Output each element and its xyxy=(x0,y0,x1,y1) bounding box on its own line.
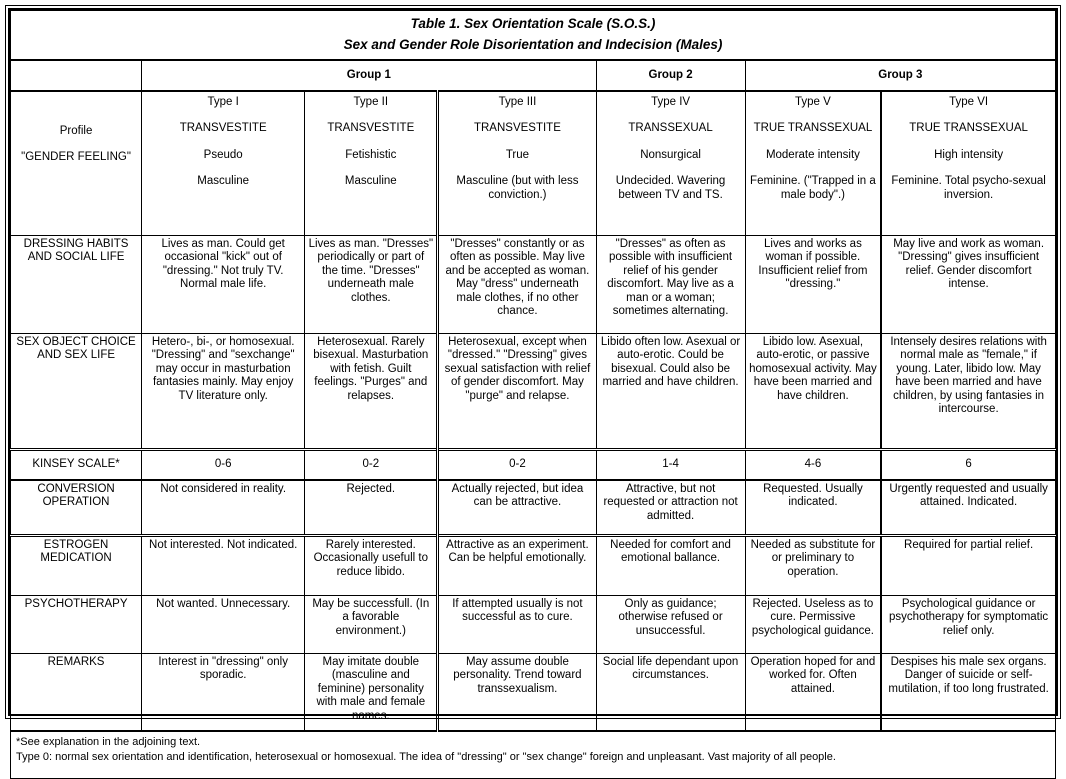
type-label: Type II xyxy=(353,96,389,108)
group-2-header: Group 2 xyxy=(596,60,745,91)
cell-estrogen-type3: Attractive as an experiment. Can be helpful emotionally. xyxy=(438,536,596,596)
table-title xyxy=(11,11,1056,61)
row-label-profile xyxy=(11,91,142,236)
type-gender-feeling: Feminine. ("Trapped in a male body".) xyxy=(750,175,876,201)
kinsey-scale-row xyxy=(11,450,1056,481)
cell-dressing-type6: May live and work as woman. "Dressing" gives insufficient relief. Gender discomfort intense. xyxy=(881,236,1055,334)
row-label-dressing-habits: DRESSING HABITS AND SOCIAL LIFE xyxy=(11,236,142,334)
cell-kinsey-type5: 4-6 xyxy=(745,450,881,481)
cell-conversion-type4: Attractive, but not requested or attraction not admitted. xyxy=(596,480,745,536)
cell-dressing-type3: "Dresses" constantly or as often as possible. May live and be accepted as woman. May "dress" underneath male clothes, if no other chance. xyxy=(438,236,596,334)
cell-estrogen-type1: Not interested. Not indicated. xyxy=(142,536,305,596)
profile-row xyxy=(11,91,1056,236)
type-gender-feeling: Undecided. Wavering between TV and TS. xyxy=(615,175,726,201)
table-inner-frame xyxy=(8,8,1058,763)
footnote-type0: Type 0: normal sex orientation and identification, heterosexual or homosexual. The idea of "dressing" or "sex change" foreign and unpleasant. Vast majority of all people. xyxy=(16,750,836,763)
sex-orientation-scale-table xyxy=(10,10,1056,779)
cell-remarks-type1: Interest in "dressing" only sporadic. xyxy=(142,654,305,732)
cell-psycho-type1: Not wanted. Unnecessary. xyxy=(142,596,305,654)
type-intensity: Fetishistic xyxy=(345,148,397,161)
cell-psycho-type3: If attempted usually is not successful as to cure. xyxy=(438,596,596,654)
cell-remarks-type3: May assume double personality. Trend toward transsexualism. xyxy=(438,654,596,732)
row-label-conversion: CONVERSION OPERATION xyxy=(11,480,142,536)
psychotherapy-row xyxy=(11,596,1056,654)
footnotes-cell xyxy=(11,731,1056,779)
type-gender-feeling: Feminine. Total psycho-sexual inversion. xyxy=(891,175,1046,201)
profile-cell-type3 xyxy=(438,91,596,236)
profile-label-line1: Profile xyxy=(59,125,93,137)
type-label: Type V xyxy=(795,96,831,108)
cell-remarks-type4: Social life dependant upon circumstances. xyxy=(596,654,745,732)
cell-remarks-type2: May imitate double (masculine and feminine) personality with male and female names. xyxy=(305,654,438,732)
type-category: TRANSVESTITE xyxy=(327,122,415,135)
cell-sex-type5: Libido low. Asexual, auto-erotic, or passive homosexual activity. May have been married and have children. xyxy=(745,334,881,450)
row-label-psychotherapy: PSYCHOTHERAPY xyxy=(11,596,142,654)
title-row xyxy=(11,11,1056,61)
row-label-kinsey-scale: KINSEY SCALE* xyxy=(11,450,142,481)
cell-psycho-type6: Psychological guidance or psychotherapy for symptomatic relief only. xyxy=(881,596,1055,654)
cell-kinsey-type4: 1-4 xyxy=(596,450,745,481)
type-intensity: High intensity xyxy=(934,148,1004,161)
dressing-habits-row xyxy=(11,236,1056,334)
cell-psycho-type4: Only as guidance; otherwise refused or unsuccessful. xyxy=(596,596,745,654)
type-category: TRUE TRANSSEXUAL xyxy=(753,122,873,135)
type-category: TRANSVESTITE xyxy=(179,122,267,135)
type-label: Type VI xyxy=(949,96,989,108)
type-category: TRANSSEXUAL xyxy=(628,122,713,135)
profile-cell-type5 xyxy=(745,91,881,236)
group-3-header: Group 3 xyxy=(745,60,1055,91)
type-intensity: True xyxy=(505,148,530,161)
table-title-line2: Sex and Gender Role Disorientation and Indecision (Males) xyxy=(343,37,723,52)
cell-sex-type2: Heterosexual. Rarely bisexual. Masturbation with fetish. Guilt feelings. "Purges" and relapses. xyxy=(305,334,438,450)
remarks-row xyxy=(11,654,1056,732)
cell-dressing-type1: Lives as man. Could get occasional "kick" out of "dressing." Not truly TV. Normal male life. xyxy=(142,236,305,334)
cell-psycho-type5: Rejected. Useless as to cure. Permissive psychological guidance. xyxy=(745,596,881,654)
profile-cell-type6 xyxy=(881,91,1055,236)
table-title-line1: Table 1. Sex Orientation Scale (S.O.S.) xyxy=(410,16,656,32)
cell-remarks-type5: Operation hoped for and worked for. Often attained. xyxy=(745,654,881,732)
cell-sex-type1: Hetero-, bi-, or homosexual. "Dressing" and "sexchange" may occur in masturbation fantasies mainly. May enjoy TV literature only. xyxy=(142,334,305,450)
type-label: Type III xyxy=(498,96,537,108)
cell-dressing-type5: Lives and works as woman if possible. Insufficient relief from "dressing." xyxy=(745,236,881,334)
estrogen-medication-row xyxy=(11,536,1056,596)
cell-psycho-type2: May be successfull. (In a favorable environment.) xyxy=(305,596,438,654)
cell-conversion-type6: Urgently requested and usually attained. Indicated. xyxy=(881,480,1055,536)
cell-sex-type6: Intensely desires relations with normal male as "female," if young. Later, libido low. May have been married and have children, by using fantasies in intercourse. xyxy=(881,334,1055,450)
cell-estrogen-type2: Rarely interested. Occasionally usefull to reduce libido. xyxy=(305,536,438,596)
cell-estrogen-type5: Needed as substitute for or preliminary to operation. xyxy=(745,536,881,596)
profile-cell-type4 xyxy=(596,91,745,236)
group-header-empty-cell xyxy=(11,60,142,91)
type-intensity: Moderate intensity xyxy=(765,148,860,161)
type-gender-feeling: Masculine xyxy=(344,175,397,188)
type-label: Type I xyxy=(207,96,239,108)
row-label-remarks: REMARKS xyxy=(11,654,142,732)
type-category: TRUE TRANSSEXUAL xyxy=(909,122,1028,135)
type-gender-feeling: Masculine xyxy=(197,175,250,188)
group-header-row xyxy=(11,60,1056,91)
profile-cell-type2 xyxy=(305,91,438,236)
sex-object-choice-row xyxy=(11,334,1056,450)
cell-remarks-type6: Despises his male sex organs. Danger of suicide or self-mutilation, if too long frustrated. xyxy=(881,654,1055,732)
cell-conversion-type1: Not considered in reality. xyxy=(142,480,305,536)
group-1-header: Group 1 xyxy=(142,60,596,91)
profile-cell-type1 xyxy=(142,91,305,236)
type-label: Type IV xyxy=(651,96,691,108)
type-category: TRANSVESTITE xyxy=(473,122,561,135)
cell-sex-type4: Libido often low. Asexual or auto-erotic. Could be bisexual. Could also be married and have children. xyxy=(596,334,745,450)
profile-label-line2: "GENDER FEELING" xyxy=(21,151,131,164)
cell-kinsey-type1: 0-6 xyxy=(142,450,305,481)
cell-sex-type3: Heterosexual, except when "dressed." "Dressing" gives sexual satisfaction with relief of gender discomfort. May "purge" and relapse. xyxy=(438,334,596,450)
cell-kinsey-type6: 6 xyxy=(881,450,1055,481)
footnote-row xyxy=(11,731,1056,779)
table-outer-frame xyxy=(5,5,1061,763)
type-gender-feeling: Masculine (but with less conviction.) xyxy=(456,175,579,201)
cell-conversion-type2: Rejected. xyxy=(305,480,438,536)
cell-estrogen-type4: Needed for comfort and emotional ballance. xyxy=(596,536,745,596)
cell-conversion-type5: Requested. Usually indicated. xyxy=(745,480,881,536)
type-intensity: Nonsurgical xyxy=(640,148,701,161)
footnote-asterisk: *See explanation in the adjoining text. xyxy=(16,736,201,748)
cell-kinsey-type3: 0-2 xyxy=(438,450,596,481)
row-label-estrogen: ESTROGEN MEDICATION xyxy=(11,536,142,596)
cell-kinsey-type2: 0-2 xyxy=(305,450,438,481)
cell-dressing-type4: "Dresses" as often as possible with insufficient relief of his gender discomfort. May live as a man or a woman; sometimes alternating. xyxy=(596,236,745,334)
conversion-operation-row xyxy=(11,480,1056,536)
cell-estrogen-type6: Required for partial relief. xyxy=(881,536,1055,596)
cell-dressing-type2: Lives as man. "Dresses" periodically or part of the time. "Dresses" underneath male clothes. xyxy=(305,236,438,334)
type-intensity: Pseudo xyxy=(203,148,243,161)
row-label-sex-object: SEX OBJECT CHOICE AND SEX LIFE xyxy=(11,334,142,450)
cell-conversion-type3: Actually rejected, but idea can be attractive. xyxy=(438,480,596,536)
